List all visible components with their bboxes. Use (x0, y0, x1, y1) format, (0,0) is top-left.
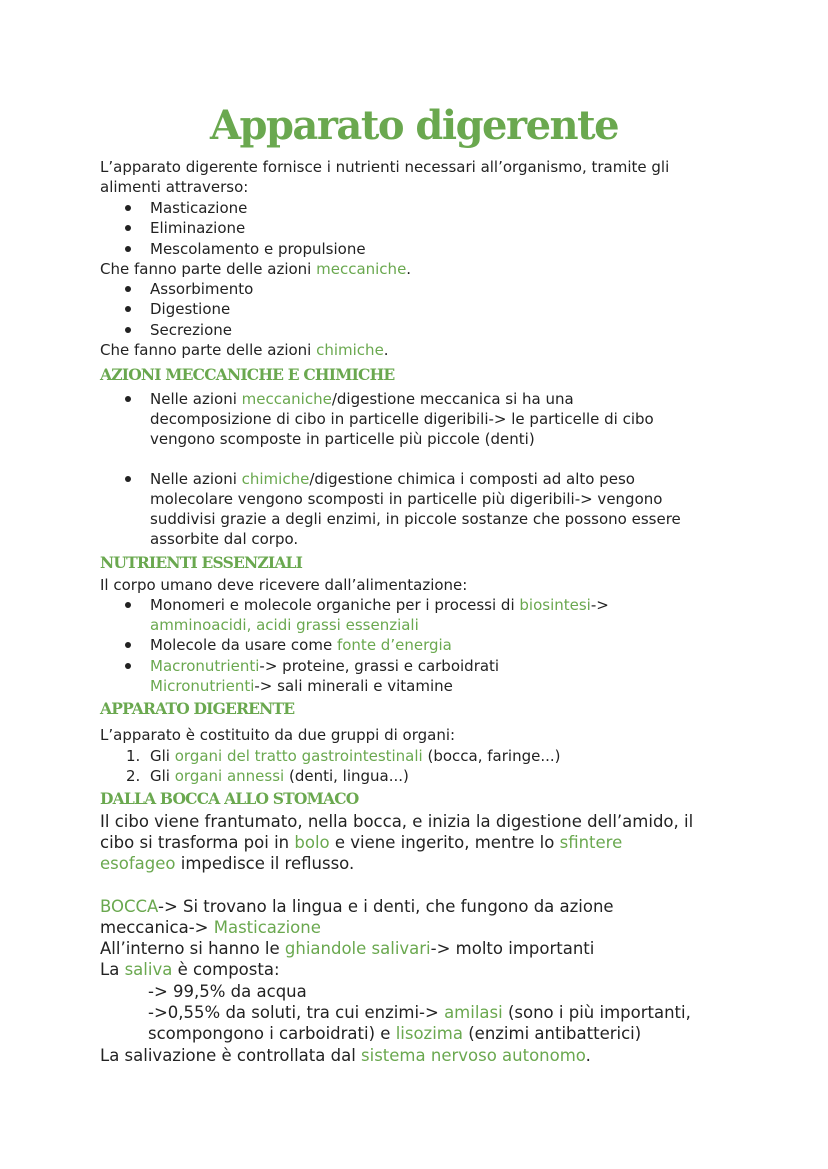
paragraph-line: All’interno si hanno le ghiandole salivari-> molto importanti (100, 939, 595, 958)
list-item: Mescolamento e propulsione (150, 240, 366, 258)
paragraph-line: La saliva è composta: (100, 960, 280, 979)
mechanical-summary: Che fanno parte delle azioni meccaniche. (100, 260, 412, 278)
list-item: Secrezione (150, 321, 233, 339)
apparato-intro: L’apparato è costituito da due gruppi di organi: (100, 726, 456, 744)
indented-line: -> 99,5% da acqua (148, 982, 307, 1001)
bullet-icon (125, 476, 131, 482)
section-heading-azioni: AZIONI MECCANICHE E CHIMICHE (100, 365, 395, 384)
list-number: 2. (126, 767, 141, 785)
paragraph-line: Il cibo viene frantumato, nella bocca, e inizia la digestione dell’amido, il (100, 812, 694, 831)
list-item: Gli organi annessi (denti, lingua...) (150, 767, 409, 785)
list-item: Macronutrienti-> proteine, grassi e carboidrati (150, 657, 500, 675)
bullet-icon (125, 246, 131, 252)
list-item: Assorbimento (150, 280, 254, 298)
list-item-continuation: assorbite dal corpo. (150, 530, 299, 548)
paragraph-line: meccanica-> Masticazione (100, 918, 321, 937)
list-item: Digestione (150, 300, 231, 318)
list-item: Masticazione (150, 199, 248, 217)
indented-line: scompongono i carboidrati) e lisozima (enzimi antibatterici) (148, 1024, 642, 1043)
intro-line: L’apparato digerente fornisce i nutrienti necessari all’organismo, tramite gli (100, 158, 670, 176)
bullet-icon (125, 205, 131, 211)
bullet-icon (125, 327, 131, 333)
list-item: Nelle azioni chimiche/digestione chimica i composti ad alto peso (150, 470, 635, 488)
list-item-continuation: Micronutrienti-> sali minerali e vitamine (150, 677, 453, 695)
bullet-icon (125, 306, 131, 312)
paragraph-line: cibo si trasforma poi in bolo e viene ingerito, mentre lo sfintere (100, 833, 623, 852)
bullet-icon (125, 286, 131, 292)
bullet-icon (125, 642, 131, 648)
list-item-continuation: suddivisi grazie a degli enzimi, in piccole sostanze che possono essere (150, 510, 681, 528)
bullet-icon (125, 602, 131, 608)
list-item-continuation: decomposizione di cibo in particelle digeribili-> le particelle di cibo (150, 410, 654, 428)
intro-line: alimenti attraverso: (100, 178, 249, 196)
bullet-icon (125, 396, 131, 402)
paragraph-line: BOCCA-> Si trovano la lingua e i denti, che fungono da azione (100, 897, 614, 916)
list-item: Nelle azioni meccaniche/digestione meccanica si ha una (150, 390, 574, 408)
page-title: Apparato digerente (209, 102, 619, 149)
list-item-continuation: amminoacidi, acidi grassi essenziali (150, 616, 419, 634)
list-item-continuation: molecolare vengono scomposti in particelle più digeribili-> vengono (150, 490, 663, 508)
list-number: 1. (126, 747, 141, 765)
list-item-continuation: vengono scomposte in particelle più piccole (denti) (150, 430, 535, 448)
list-item: Monomeri e molecole organiche per i processi di biosintesi-> (150, 596, 609, 614)
nutrienti-intro: Il corpo umano deve ricevere dall’alimentazione: (100, 576, 468, 594)
chemical-summary: Che fanno parte delle azioni chimiche. (100, 341, 389, 359)
section-heading-apparato: APPARATO DIGERENTE (100, 699, 295, 718)
paragraph-line: esofageo impedisce il reflusso. (100, 854, 355, 873)
section-heading-bocca-stomaco: DALLA BOCCA ALLO STOMACO (100, 789, 359, 808)
paragraph-line: La salivazione è controllata dal sistema nervoso autonomo. (100, 1046, 591, 1065)
bullet-icon (125, 663, 131, 669)
list-item: Eliminazione (150, 219, 246, 237)
bullet-icon (125, 225, 131, 231)
list-item: Molecole da usare come fonte d’energia (150, 636, 452, 654)
indented-line: ->0,55% da soluti, tra cui enzimi-> amilasi (sono i più importanti, (148, 1003, 691, 1022)
section-heading-nutrienti: NUTRIENTI ESSENZIALI (100, 553, 303, 572)
list-item: Gli organi del tratto gastrointestinali (bocca, faringe...) (150, 747, 561, 765)
